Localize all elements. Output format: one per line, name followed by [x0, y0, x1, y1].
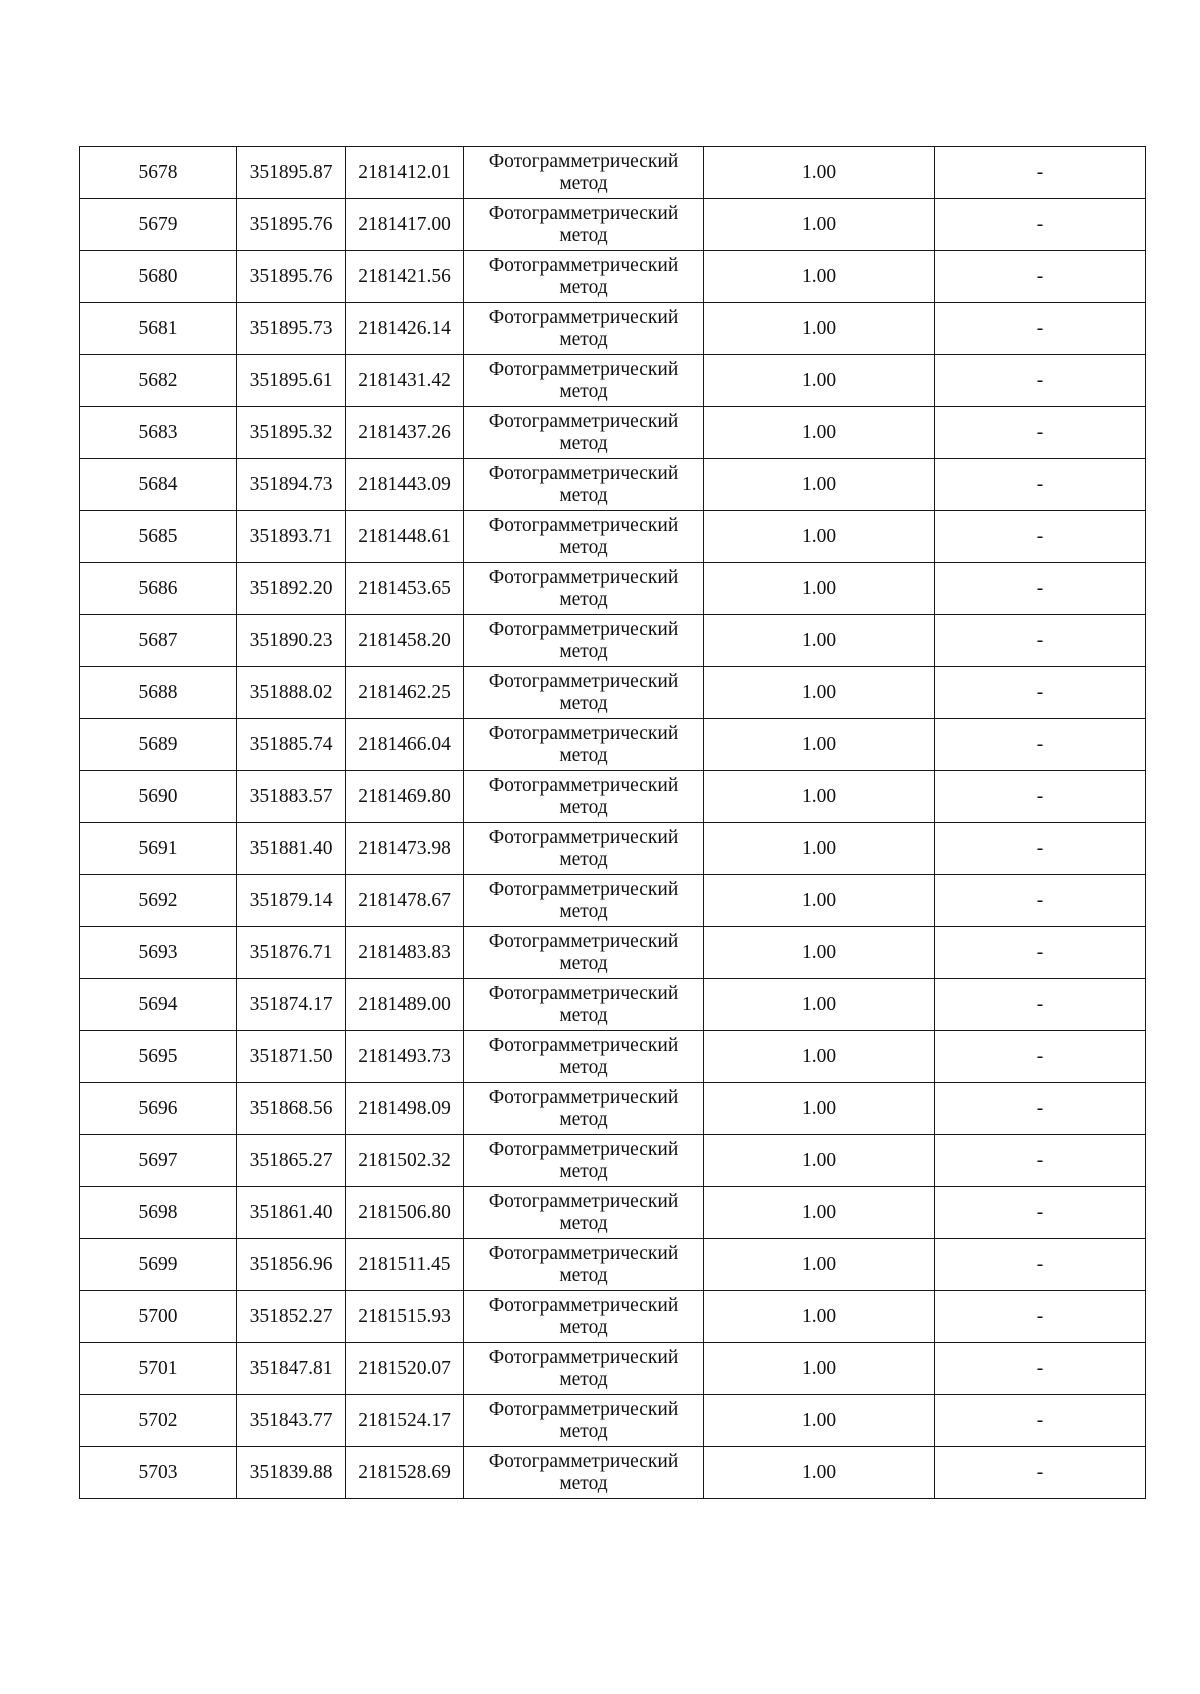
accuracy-cell: 1.00: [704, 1343, 935, 1395]
x-coordinate-cell: 351847.81: [237, 1343, 346, 1395]
x-coordinate-cell: 351888.02: [237, 667, 346, 719]
table-row: [80, 823, 1146, 875]
accuracy-cell: 1.00: [704, 199, 935, 251]
method-label-line2: метод: [559, 1108, 608, 1130]
note-cell: -: [935, 979, 1146, 1031]
method-label-line1: Фотограмметрический: [488, 722, 679, 744]
method-label-line2: метод: [559, 172, 608, 194]
note-cell: -: [935, 1083, 1146, 1135]
y-coordinate-cell: 2181483.83: [346, 927, 464, 979]
note-cell: -: [935, 927, 1146, 979]
table-row: [80, 979, 1146, 1031]
point-number-cell: 5691: [80, 823, 237, 875]
x-coordinate-cell: 351871.50: [237, 1031, 346, 1083]
point-number-cell: 5680: [80, 251, 237, 303]
method-label-line1: Фотограмметрический: [488, 930, 679, 952]
method-label-line1: Фотограмметрический: [488, 254, 679, 276]
y-coordinate-cell: 2181515.93: [346, 1291, 464, 1343]
point-number-cell: 5700: [80, 1291, 237, 1343]
y-coordinate-cell: 2181511.45: [346, 1239, 464, 1291]
y-coordinate-cell: 2181431.42: [346, 355, 464, 407]
method-cell: [464, 1135, 704, 1187]
accuracy-cell: 1.00: [704, 823, 935, 875]
point-number-cell: 5678: [80, 147, 237, 199]
method-cell: [464, 667, 704, 719]
point-number-cell: 5683: [80, 407, 237, 459]
table-row: [80, 303, 1146, 355]
y-coordinate-cell: 2181462.25: [346, 667, 464, 719]
method-cell: [464, 1239, 704, 1291]
table-row: [80, 199, 1146, 251]
point-number-cell: 5690: [80, 771, 237, 823]
x-coordinate-cell: 351893.71: [237, 511, 346, 563]
method-cell: [464, 927, 704, 979]
note-cell: -: [935, 1343, 1146, 1395]
note-cell: -: [935, 1031, 1146, 1083]
note-cell: -: [935, 1187, 1146, 1239]
note-cell: -: [935, 1135, 1146, 1187]
accuracy-cell: 1.00: [704, 1447, 935, 1499]
method-label-line1: Фотограмметрический: [488, 1346, 679, 1368]
table-row: [80, 927, 1146, 979]
method-cell: [464, 199, 704, 251]
method-cell: [464, 875, 704, 927]
method-cell: [464, 1083, 704, 1135]
method-label-line2: метод: [559, 1472, 608, 1494]
method-label-line2: метод: [559, 224, 608, 246]
method-cell: [464, 1291, 704, 1343]
method-label-line1: Фотограмметрический: [488, 826, 679, 848]
y-coordinate-cell: 2181448.61: [346, 511, 464, 563]
x-coordinate-cell: 351874.17: [237, 979, 346, 1031]
x-coordinate-cell: 351876.71: [237, 927, 346, 979]
method-label-line2: метод: [559, 848, 608, 870]
method-label-line1: Фотограмметрический: [488, 774, 679, 796]
note-cell: -: [935, 823, 1146, 875]
accuracy-cell: 1.00: [704, 459, 935, 511]
note-cell: -: [935, 667, 1146, 719]
method-label-line2: метод: [559, 1004, 608, 1026]
method-label-line1: Фотограмметрический: [488, 1190, 679, 1212]
table-row: [80, 719, 1146, 771]
table-row: [80, 1135, 1146, 1187]
note-cell: -: [935, 199, 1146, 251]
method-cell: [464, 147, 704, 199]
x-coordinate-cell: 351856.96: [237, 1239, 346, 1291]
accuracy-cell: 1.00: [704, 251, 935, 303]
table-row: [80, 459, 1146, 511]
method-cell: [464, 1395, 704, 1447]
method-label-line2: метод: [559, 796, 608, 818]
note-cell: -: [935, 251, 1146, 303]
method-cell: [464, 979, 704, 1031]
method-cell: [464, 719, 704, 771]
x-coordinate-cell: 351894.73: [237, 459, 346, 511]
method-label-line2: метод: [559, 276, 608, 298]
table-row: [80, 1395, 1146, 1447]
method-label-line2: метод: [559, 640, 608, 662]
table-row: [80, 407, 1146, 459]
method-label-line1: Фотограмметрический: [488, 514, 679, 536]
method-label-line2: метод: [559, 380, 608, 402]
table-row: [80, 1239, 1146, 1291]
x-coordinate-cell: 351895.76: [237, 251, 346, 303]
note-cell: -: [935, 407, 1146, 459]
note-cell: -: [935, 303, 1146, 355]
y-coordinate-cell: 2181443.09: [346, 459, 464, 511]
method-label-line1: Фотограмметрический: [488, 982, 679, 1004]
accuracy-cell: 1.00: [704, 563, 935, 615]
table-row: [80, 1291, 1146, 1343]
table-row: [80, 771, 1146, 823]
method-label-line1: Фотограмметрический: [488, 670, 679, 692]
x-coordinate-cell: 351892.20: [237, 563, 346, 615]
method-label-line1: Фотограмметрический: [488, 1450, 679, 1472]
y-coordinate-cell: 2181520.07: [346, 1343, 464, 1395]
table-body: [80, 147, 1146, 1499]
y-coordinate-cell: 2181502.32: [346, 1135, 464, 1187]
method-cell: [464, 1343, 704, 1395]
note-cell: -: [935, 511, 1146, 563]
table-row: [80, 1083, 1146, 1135]
x-coordinate-cell: 351883.57: [237, 771, 346, 823]
accuracy-cell: 1.00: [704, 147, 935, 199]
note-cell: -: [935, 1447, 1146, 1499]
method-label-line1: Фотограмметрический: [488, 1138, 679, 1160]
note-cell: -: [935, 355, 1146, 407]
method-label-line1: Фотограмметрический: [488, 1034, 679, 1056]
method-cell: [464, 1187, 704, 1239]
table-row: [80, 875, 1146, 927]
method-cell: [464, 355, 704, 407]
accuracy-cell: 1.00: [704, 719, 935, 771]
point-number-cell: 5703: [80, 1447, 237, 1499]
method-cell: [464, 251, 704, 303]
point-number-cell: 5698: [80, 1187, 237, 1239]
method-label-line2: метод: [559, 536, 608, 558]
accuracy-cell: 1.00: [704, 1187, 935, 1239]
method-cell: [464, 511, 704, 563]
note-cell: -: [935, 615, 1146, 667]
x-coordinate-cell: 351881.40: [237, 823, 346, 875]
method-cell: [464, 771, 704, 823]
method-label-line2: метод: [559, 328, 608, 350]
note-cell: -: [935, 1291, 1146, 1343]
point-number-cell: 5684: [80, 459, 237, 511]
point-number-cell: 5692: [80, 875, 237, 927]
y-coordinate-cell: 2181417.00: [346, 199, 464, 251]
table-row: [80, 1187, 1146, 1239]
accuracy-cell: 1.00: [704, 1291, 935, 1343]
point-number-cell: 5681: [80, 303, 237, 355]
method-label-line1: Фотограмметрический: [488, 358, 679, 380]
y-coordinate-cell: 2181437.26: [346, 407, 464, 459]
method-label-line1: Фотограмметрический: [488, 1294, 679, 1316]
table-row: [80, 147, 1146, 199]
y-coordinate-cell: 2181412.01: [346, 147, 464, 199]
x-coordinate-cell: 351895.87: [237, 147, 346, 199]
method-label-line1: Фотограмметрический: [488, 150, 679, 172]
method-label-line2: метод: [559, 1420, 608, 1442]
y-coordinate-cell: 2181493.73: [346, 1031, 464, 1083]
note-cell: -: [935, 459, 1146, 511]
point-number-cell: 5696: [80, 1083, 237, 1135]
y-coordinate-cell: 2181528.69: [346, 1447, 464, 1499]
y-coordinate-cell: 2181466.04: [346, 719, 464, 771]
table-row: [80, 251, 1146, 303]
method-cell: [464, 615, 704, 667]
table-row: [80, 1031, 1146, 1083]
method-label-line1: Фотограмметрический: [488, 410, 679, 432]
table-row: [80, 511, 1146, 563]
note-cell: -: [935, 771, 1146, 823]
method-label-line2: метод: [559, 1056, 608, 1078]
table-row: [80, 563, 1146, 615]
table-row: [80, 615, 1146, 667]
y-coordinate-cell: 2181524.17: [346, 1395, 464, 1447]
method-cell: [464, 459, 704, 511]
method-cell: [464, 1447, 704, 1499]
point-number-cell: 5689: [80, 719, 237, 771]
accuracy-cell: 1.00: [704, 979, 935, 1031]
x-coordinate-cell: 351890.23: [237, 615, 346, 667]
x-coordinate-cell: 351885.74: [237, 719, 346, 771]
x-coordinate-cell: 351895.32: [237, 407, 346, 459]
point-number-cell: 5699: [80, 1239, 237, 1291]
accuracy-cell: 1.00: [704, 667, 935, 719]
y-coordinate-cell: 2181426.14: [346, 303, 464, 355]
y-coordinate-cell: 2181506.80: [346, 1187, 464, 1239]
note-cell: -: [935, 719, 1146, 771]
y-coordinate-cell: 2181498.09: [346, 1083, 464, 1135]
point-number-cell: 5688: [80, 667, 237, 719]
method-label-line1: Фотограмметрический: [488, 618, 679, 640]
method-label-line2: метод: [559, 432, 608, 454]
note-cell: -: [935, 1395, 1146, 1447]
table-row: [80, 1447, 1146, 1499]
method-label-line1: Фотограмметрический: [488, 462, 679, 484]
accuracy-cell: 1.00: [704, 1239, 935, 1291]
point-number-cell: 5682: [80, 355, 237, 407]
table-row: [80, 1343, 1146, 1395]
method-label-line2: метод: [559, 484, 608, 506]
method-cell: [464, 823, 704, 875]
x-coordinate-cell: 351839.88: [237, 1447, 346, 1499]
method-label-line2: метод: [559, 952, 608, 974]
method-label-line2: метод: [559, 1368, 608, 1390]
accuracy-cell: 1.00: [704, 1083, 935, 1135]
y-coordinate-cell: 2181489.00: [346, 979, 464, 1031]
accuracy-cell: 1.00: [704, 927, 935, 979]
method-label-line1: Фотограмметрический: [488, 1242, 679, 1264]
point-number-cell: 5679: [80, 199, 237, 251]
method-label-line2: метод: [559, 692, 608, 714]
method-label-line2: метод: [559, 1160, 608, 1182]
accuracy-cell: 1.00: [704, 875, 935, 927]
method-label-line2: метод: [559, 900, 608, 922]
note-cell: -: [935, 563, 1146, 615]
accuracy-cell: 1.00: [704, 1031, 935, 1083]
x-coordinate-cell: 351865.27: [237, 1135, 346, 1187]
method-label-line2: метод: [559, 744, 608, 766]
method-label-line1: Фотограмметрический: [488, 306, 679, 328]
point-number-cell: 5687: [80, 615, 237, 667]
note-cell: -: [935, 1239, 1146, 1291]
method-cell: [464, 563, 704, 615]
table-row: [80, 667, 1146, 719]
y-coordinate-cell: 2181453.65: [346, 563, 464, 615]
method-label-line2: метод: [559, 1316, 608, 1338]
y-coordinate-cell: 2181478.67: [346, 875, 464, 927]
x-coordinate-cell: 351895.76: [237, 199, 346, 251]
note-cell: -: [935, 875, 1146, 927]
x-coordinate-cell: 351861.40: [237, 1187, 346, 1239]
method-label-line2: метод: [559, 1212, 608, 1234]
method-label-line2: метод: [559, 1264, 608, 1286]
point-number-cell: 5694: [80, 979, 237, 1031]
accuracy-cell: 1.00: [704, 615, 935, 667]
point-number-cell: 5686: [80, 563, 237, 615]
method-label-line2: метод: [559, 588, 608, 610]
method-cell: [464, 407, 704, 459]
point-number-cell: 5685: [80, 511, 237, 563]
point-number-cell: 5701: [80, 1343, 237, 1395]
y-coordinate-cell: 2181421.56: [346, 251, 464, 303]
x-coordinate-cell: 351852.27: [237, 1291, 346, 1343]
x-coordinate-cell: 351879.14: [237, 875, 346, 927]
y-coordinate-cell: 2181458.20: [346, 615, 464, 667]
point-number-cell: 5695: [80, 1031, 237, 1083]
table-row: [80, 355, 1146, 407]
method-cell: [464, 1031, 704, 1083]
method-label-line1: Фотограмметрический: [488, 1086, 679, 1108]
x-coordinate-cell: 351868.56: [237, 1083, 346, 1135]
x-coordinate-cell: 351843.77: [237, 1395, 346, 1447]
accuracy-cell: 1.00: [704, 771, 935, 823]
method-label-line1: Фотограмметрический: [488, 1398, 679, 1420]
accuracy-cell: 1.00: [704, 1395, 935, 1447]
point-number-cell: 5702: [80, 1395, 237, 1447]
y-coordinate-cell: 2181473.98: [346, 823, 464, 875]
x-coordinate-cell: 351895.61: [237, 355, 346, 407]
x-coordinate-cell: 351895.73: [237, 303, 346, 355]
method-label-line1: Фотограмметрический: [488, 566, 679, 588]
method-label-line1: Фотограмметрический: [488, 878, 679, 900]
y-coordinate-cell: 2181469.80: [346, 771, 464, 823]
accuracy-cell: 1.00: [704, 511, 935, 563]
note-cell: -: [935, 147, 1146, 199]
accuracy-cell: 1.00: [704, 1135, 935, 1187]
point-number-cell: 5697: [80, 1135, 237, 1187]
method-cell: [464, 303, 704, 355]
accuracy-cell: 1.00: [704, 355, 935, 407]
accuracy-cell: 1.00: [704, 303, 935, 355]
coordinates-table: [79, 146, 1146, 1499]
method-label-line1: Фотограмметрический: [488, 202, 679, 224]
accuracy-cell: 1.00: [704, 407, 935, 459]
point-number-cell: 5693: [80, 927, 237, 979]
